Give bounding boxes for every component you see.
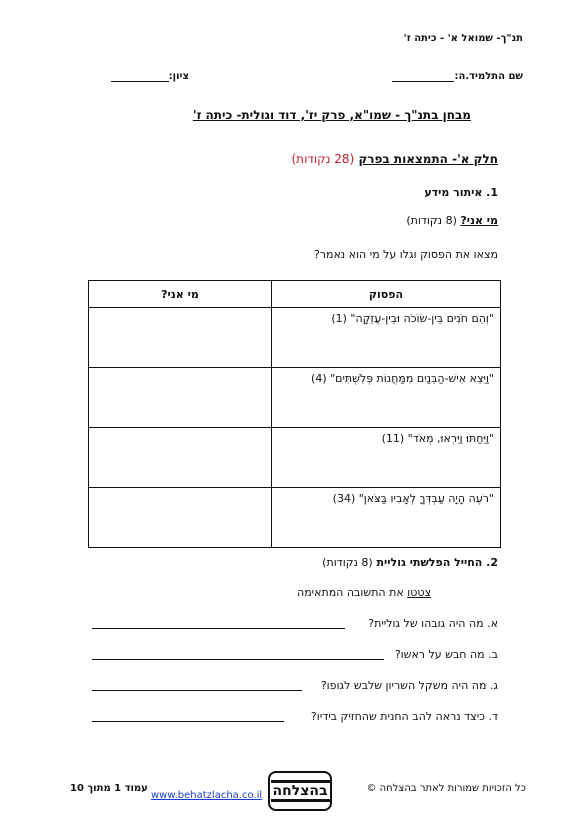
student-name-field[interactable] — [392, 70, 454, 82]
instruction-underlined: צטטו — [407, 586, 431, 599]
answer-cell[interactable] — [89, 308, 272, 368]
answer-line-d[interactable] — [92, 710, 284, 722]
part-a-title: חלק א'- התמצאות בפרק — [358, 152, 498, 166]
verse-cell: "וְהֵם חֹנִים בֵּין-שׂוֹכֹה וּבֵין-עֲזֵקָה" (1) — [272, 308, 501, 368]
section1-title: 1. איתור מידע — [424, 186, 498, 199]
footer-copyright: כל הזכויות שמורות לאתר בהצלחה © — [366, 783, 526, 794]
behatzlacha-logo — [268, 771, 332, 811]
page-number: עמוד 1 מתוך 10 — [70, 783, 148, 794]
table-header-row — [89, 281, 501, 308]
question-b: ב. מה חבש על ראשו? — [394, 648, 498, 661]
header-subject: תנ"ך- שמואל א' - כיתה ז' — [403, 33, 523, 44]
logo-text: בהצלחה — [271, 780, 330, 802]
table-row — [89, 368, 501, 428]
answer-cell[interactable] — [89, 368, 272, 428]
verse-table — [88, 280, 501, 548]
section1-instruction: מצאו את הפסוק וגלו על מי הוא נאמר? — [313, 248, 498, 261]
question-c: ג. מה היה משקל השריון שלבש לגופו? — [320, 679, 498, 692]
question-d: ד. כיצד נראה להב החנית שהחזיק בידיו? — [310, 710, 498, 723]
section2-instruction — [297, 586, 431, 599]
table-row — [89, 308, 501, 368]
who-am-i-label: מי אני? — [460, 214, 498, 227]
grade-label: ציון: — [168, 71, 189, 82]
section2-title: 2. החייל הפלשתי גוליית — [376, 556, 498, 569]
site-link[interactable]: www.behatzlacha.co.il — [151, 790, 263, 801]
table-row — [89, 488, 501, 548]
col-verse-header: הפסוק — [272, 281, 501, 308]
student-name-row — [392, 70, 523, 82]
answer-line-a[interactable] — [92, 617, 345, 629]
answer-line-c[interactable] — [92, 679, 302, 691]
answer-cell[interactable] — [89, 488, 272, 548]
grade-field[interactable] — [111, 70, 169, 82]
part-a-heading — [292, 152, 499, 166]
table-row — [89, 428, 501, 488]
grade-row — [111, 70, 189, 82]
who-am-i-points: (8 נקודות) — [406, 214, 457, 227]
answer-cell[interactable] — [89, 428, 272, 488]
part-a-points: (28 נקודות) — [291, 152, 355, 166]
col-who-header: מי אני? — [89, 281, 272, 308]
section2-points: (8 נקודות) — [322, 556, 373, 569]
verse-cell: "וַיֵּחַתּוּ וַיִּרְאוּ, מְאֹד" (11) — [272, 428, 501, 488]
answer-line-b[interactable] — [92, 648, 384, 660]
instruction-rest: את התשובה המתאימה — [297, 586, 404, 599]
student-name-label: שם התלמיד.ה: — [454, 71, 523, 82]
exam-title: מבחן בתנ"ך - שמו"א, פרק יז', דוד וגולית- כיתה ז' — [192, 108, 471, 122]
verse-cell: "וַיֵּצֵא אִישׁ-הַבֵּנַיִם מִמַּחֲנוֹת פְּלִשְׁתִּים" (4) — [272, 368, 501, 428]
footer-url-wrap — [151, 783, 262, 802]
question-a: א. מה היה גובהו של גוליית? — [368, 617, 498, 630]
who-am-i-heading — [406, 214, 498, 227]
verse-cell: "רֹעֶה הָיָה עַבְדְּךָ לְאָבִיו בַּצֹּאן" (34) — [272, 488, 501, 548]
section2-heading — [322, 556, 498, 569]
